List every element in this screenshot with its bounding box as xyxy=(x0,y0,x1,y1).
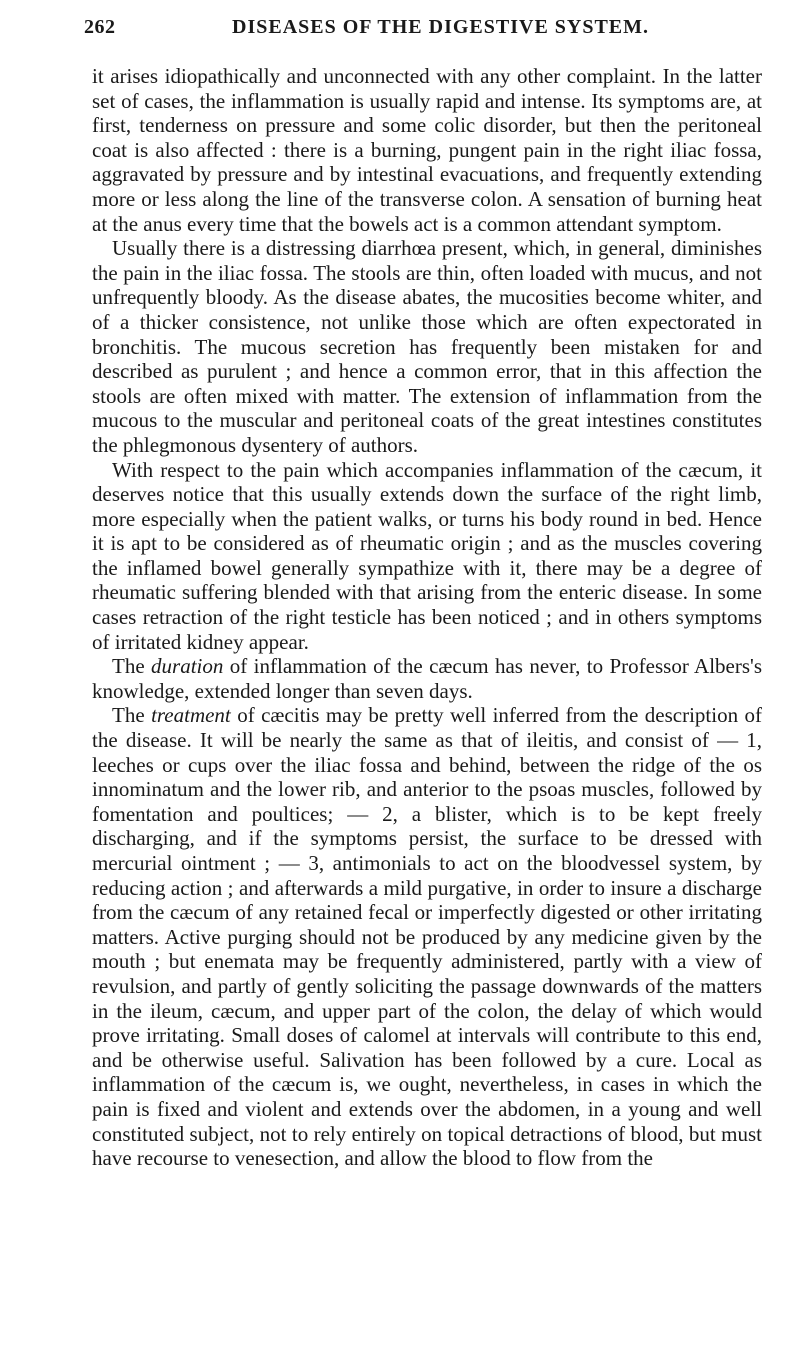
page-number: 262 xyxy=(84,16,116,38)
body-text xyxy=(92,64,762,1171)
paragraph-5 xyxy=(92,703,762,1170)
paragraph-3: With respect to the pain which accompanies inflammation of the cæcum, it deserves notice that this usually extends down the surface of the right limb, more especially when the patient walks, or turns his body round in bed. Hence it is apt to be considered as of rheumatic origin ; and as the muscles covering the inflamed bowel generally sympathize with it, there may be a degree of rheumatic suffering blended with that arising from the enteric disease. In some cases retraction of the right testicle has been noticed ; and in others symptoms of irritated kidney appear. xyxy=(92,457,762,654)
paragraph-5-lead: The xyxy=(112,703,152,728)
page-header xyxy=(84,14,762,44)
paragraph-4-emphasis: duration xyxy=(151,654,224,679)
paragraph-4 xyxy=(92,654,762,703)
paragraph-5-emphasis: treatment xyxy=(151,703,231,728)
paragraph-1: it arises idiopathically and unconnected with any other complaint. In the latter set of cases, the inflammation is usually rapid and intense. Its symptoms are, at first, tenderness on pressure and some colic disorder, but then the peritoneal coat is also affected : there is a burning, pungent pain in the right iliac fossa, aggravated by pressure and by intestinal evacuations, and frequently extending more or less along the line of the transverse colon. A sensation of burning heat at the anus every time that the bowels act is a common attendant symptom. xyxy=(92,64,762,236)
running-title: DISEASES OF THE DIGESTIVE SYSTEM. xyxy=(232,16,650,38)
book-page xyxy=(84,14,762,1171)
paragraph-4-body: of inflammation of the cæcum has never, to Professor Albers's knowledge, extended longer than seven days. xyxy=(92,654,762,703)
paragraph-4-lead: The xyxy=(112,654,152,679)
paragraph-2: Usually there is a distressing diarrhœa present, which, in general, diminishes the pain in the iliac fossa. The stools are thin, often loaded with mucus, and not unfrequently bloody. As the disease abates, the mucosities become whiter, and of a thicker consistence, not unlike those which are often expectorated in bronchitis. The mucous secretion has frequently been mistaken for and described as purulent ; and hence a common error, that in this affection the stools are often mixed with matter. The extension of inflammation from the mucous to the muscular and peritoneal coats of the great intestines constitutes the phlegmonous dysentery of authors. xyxy=(92,236,762,457)
paragraph-5-body: of cæcitis may be pretty well inferred from the description of the disease. It will be nearly the same as that of ileitis, and consist of — 1, leeches or cups over the iliac fossa and behind, between the ridge of the os innominatum and the lower rib, and anterior to the psoas muscles, followed by fomentation and poultices; — 2, a blister, which is to be kept freely discharging, and if the symptoms persist, the surface to be dressed with mercurial ointment ; — 3, antimonials to act on the bloodvessel system, by reducing action ; and afterwards a mild purgative, in order to insure a discharge from the cæcum of any retained fecal or imperfectly digested or other irritating matters. Active purging should not be produced by any medicine given by the mouth ; but enemata may be frequently administered, partly with a view of revulsion, and partly of gently soliciting the passage downwards of the matters in the ileum, cæcum, and upper part of the colon, the delay of which would prove irritating. Small doses of calomel at intervals will contribute to this end, and be otherwise useful. Salivation has been followed by a cure. Local as inflammation of the cæcum is, we ought, nevertheless, in cases in which the pain is fixed and violent and extends over the abdomen, in a young and well constituted subject, not to rely entirely on topical detractions of blood, but must have recourse to venesection, and allow the blood to flow from the xyxy=(92,703,762,1171)
